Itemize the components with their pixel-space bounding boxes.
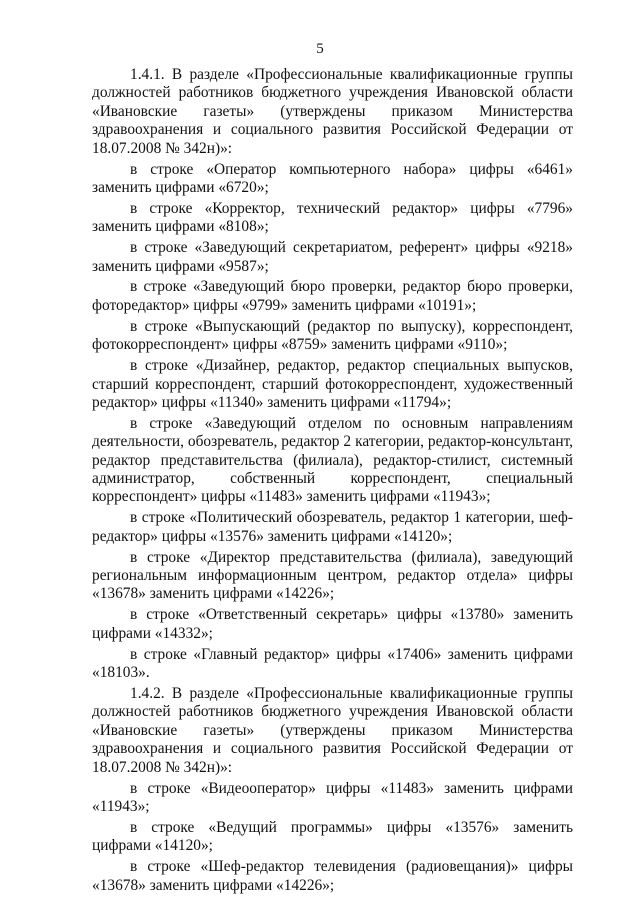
amendment-paragraph: в строке «Директор представительства (филиала), заведующий региональным информационным центром, редактор отдела» цифры «13678» заменить цифрами «14226»; (92, 548, 573, 603)
amendment-paragraph: в строке «Политический обозреватель, редактор 1 категории, шеф-редактор» цифры «13576» заменить цифрами «14120»; (92, 509, 573, 545)
page-number: 5 (316, 41, 324, 57)
amendment-paragraph: в строке «Ведущий программы» цифры «13576» заменить цифрами «14120»; (92, 818, 573, 855)
amendment-paragraph: в строке «Шеф-редактор телевидения (радиовещания)» цифры «13678» заменить цифрами «14226»; (92, 858, 573, 894)
section-paragraph-1-4-2: 1.4.2. В разделе «Профессиональные квалификационные группы должностей работников бюджетного учреждения Ивановской области «Ивановские газеты» (утверждены приказом Министерства здравоохранения и социального развития Российской Федерации от 18.07.2008 № 342н)»: (92, 685, 573, 776)
amendment-paragraph: в строке «Заведующий отделом по основным направлениям деятельности, обозреватель, редактор 2 категории, редактор-консультант, редактор представительства (филиала), редактор-стилист, системный администратор, собственный корреспондент, специальный корреспондент» цифры «11483» заменить цифрами «11943»; (92, 414, 573, 506)
amendment-paragraph: в строке «Ответственный секретарь» цифры «13780» заменить цифрами «14332»; (92, 606, 573, 642)
amendment-paragraph: в строке «Видеооператор» цифры «11483» заменить цифрами «11943»; (92, 779, 573, 815)
amendment-paragraph: в строке «Дизайнер, редактор, редактор специальных выпусков, старший корреспондент, старший фотокорреспондент, художественный редактор» цифры «11340» заменить цифрами «11794»; (92, 357, 573, 411)
amendment-paragraph: в строке «Оператор компьютерного набора» цифры «6461» заменить цифрами «6720»; (92, 160, 573, 196)
amendment-paragraph: в строке «Главный редактор» цифры «17406» заменить цифрами «18103». (92, 645, 573, 682)
amendment-paragraph: в строке «Заведующий бюро проверки, редактор бюро проверки, фоторедактор» цифры «9799» заменить цифрами «10191»; (92, 278, 573, 314)
amendment-paragraph: в строке «Корректор, технический редактор» цифры «7796» заменить цифрами «8108»; (92, 199, 573, 236)
section-paragraph-1-4-1: 1.4.1. В разделе «Профессиональные квалификационные группы должностей работников бюджетного учреждения Ивановской области «Ивановские газеты» (утверждены приказом Министерства здравоохранения и социального развития Российской Федерации от 18.07.2008 № 342н)»: (92, 66, 573, 157)
amendment-paragraph: в строке «Заведующий секретариатом, референт» цифры «9218» заменить цифрами «9587»; (92, 239, 573, 275)
document-body (92, 66, 573, 897)
amendment-paragraph: в строке «Выпускающий (редактор по выпуску), корреспондент, фотокорреспондент» цифры «8759» заменить цифрами «9110»; (92, 317, 573, 354)
